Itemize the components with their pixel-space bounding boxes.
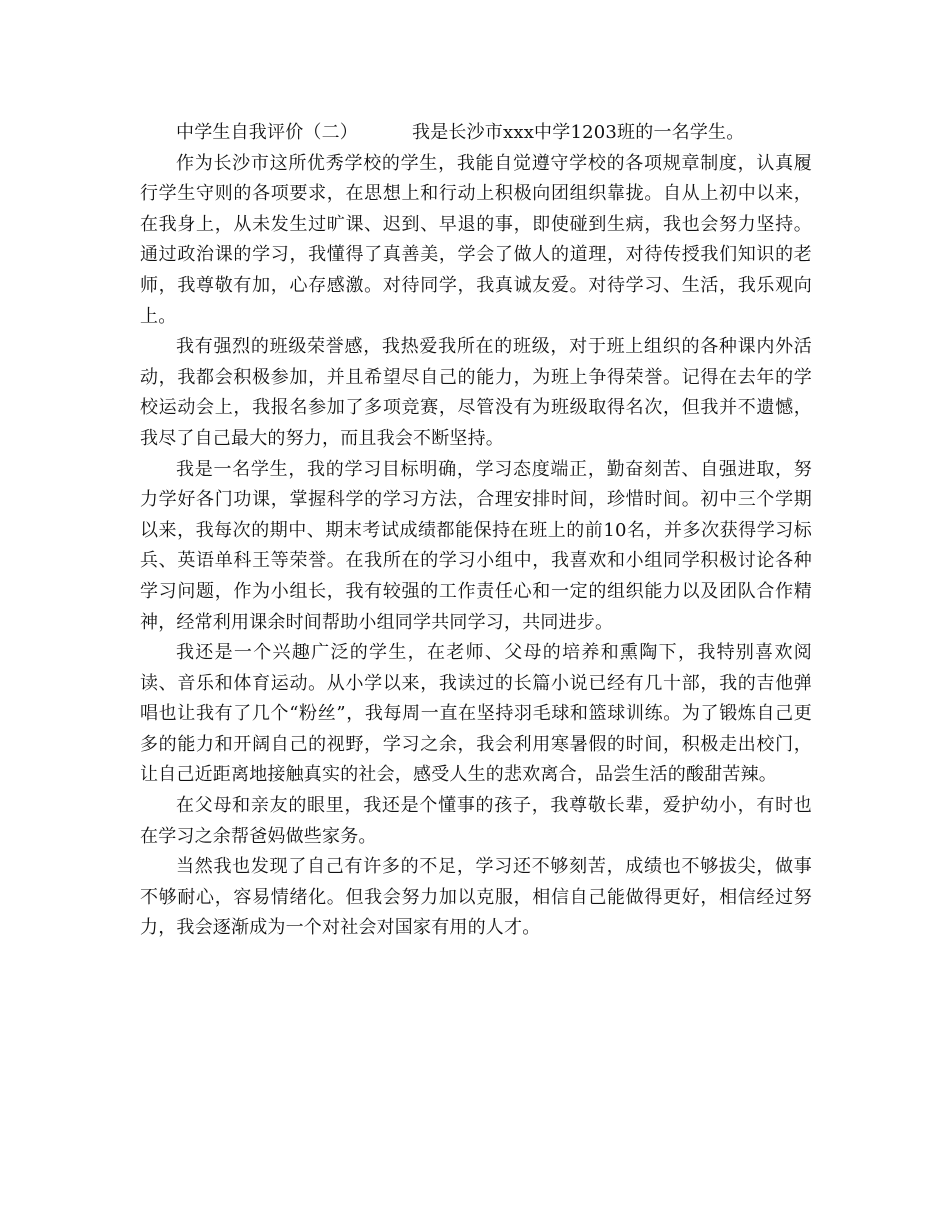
- paragraph-family: 在父母和亲友的眼里，我还是个懂事的孩子，我尊敬长辈，爱护幼小，有时也在学习之余帮爸妈做些家务。: [140, 795, 812, 847]
- title-line: [140, 118, 812, 149]
- paragraph-study: 我是一名学生，我的学习目标明确，学习态度端正，勤奋刻苦、自强进取，努力学好各门功课，掌握科学的学习方法，合理安排时间，珍惜时间。初中三个学期以来，我每次的期中、期末考试成绩都能保持在班上的前10名，并多次获得学习标兵、英语单科王等荣誉。在我所在的学习小组中，我喜欢和小组同学积极讨论各种学习问题，作为小组长，我有较强的工作责任心和一定的组织能力以及团队合作精神，经常利用课余时间帮助小组同学共同学习，共同进步。: [140, 458, 812, 633]
- paragraph-shortcomings: 当然我也发现了自己有许多的不足，学习还不够刻苦，成绩也不够拔尖，做事不够耐心，容易情绪化。但我会努力加以克服，相信自己能做得更好，相信经过努力，我会逐渐成为一个对社会对国家有用的人才。: [140, 856, 812, 939]
- intro-sentence: 我是长沙市xxx中学1203班的一名学生。: [412, 122, 745, 143]
- paragraph-interests: 我还是一个兴趣广泛的学生，在老师、父母的培养和熏陶下，我特别喜欢阅读、音乐和体育运动。从小学以来，我读过的长篇小说已经有几十部，我的吉他弹唱也让我有了几个“粉丝”，我每周一直在坚持羽毛球和篮球训练。为了锻炼自己更多的能力和开阔自己的视野，学习之余，我会利用寒暑假的时间，积极走出校门，让自己近距离地接触真实的社会，感受人生的悲欢离合，品尝生活的酸甜苦辣。: [140, 642, 812, 786]
- document-title: 中学生自我评价（二）: [176, 122, 358, 143]
- paragraph-conduct: 作为长沙市这所优秀学校的学生，我能自觉遵守学校的各项规章制度，认真履行学生守则的各项要求，在思想上和行动上积极向团组织靠拢。自从上初中以来，在我身上，从未发生过旷课、迟到、早退的事，即使碰到生病，我也会努力坚持。通过政治课的学习，我懂得了真善美，学会了做人的道理，对待传授我们知识的老师，我尊敬有加，心存感激。对待同学，我真诚友爱。对待学习、生活，我乐观向上。: [140, 152, 812, 327]
- paragraph-class-honor: 我有强烈的班级荣誉感，我热爱我所在的班级，对于班上组织的各种课内外活动，我都会积极参加，并且希望尽自己的能力，为班上争得荣誉。记得在去年的学校运动会上，我报名参加了多项竞赛，尽管没有为班级取得名次，但我并不遗憾，我尽了自己最大的努力，而且我会不断坚持。: [140, 336, 812, 449]
- document-body: [140, 118, 812, 944]
